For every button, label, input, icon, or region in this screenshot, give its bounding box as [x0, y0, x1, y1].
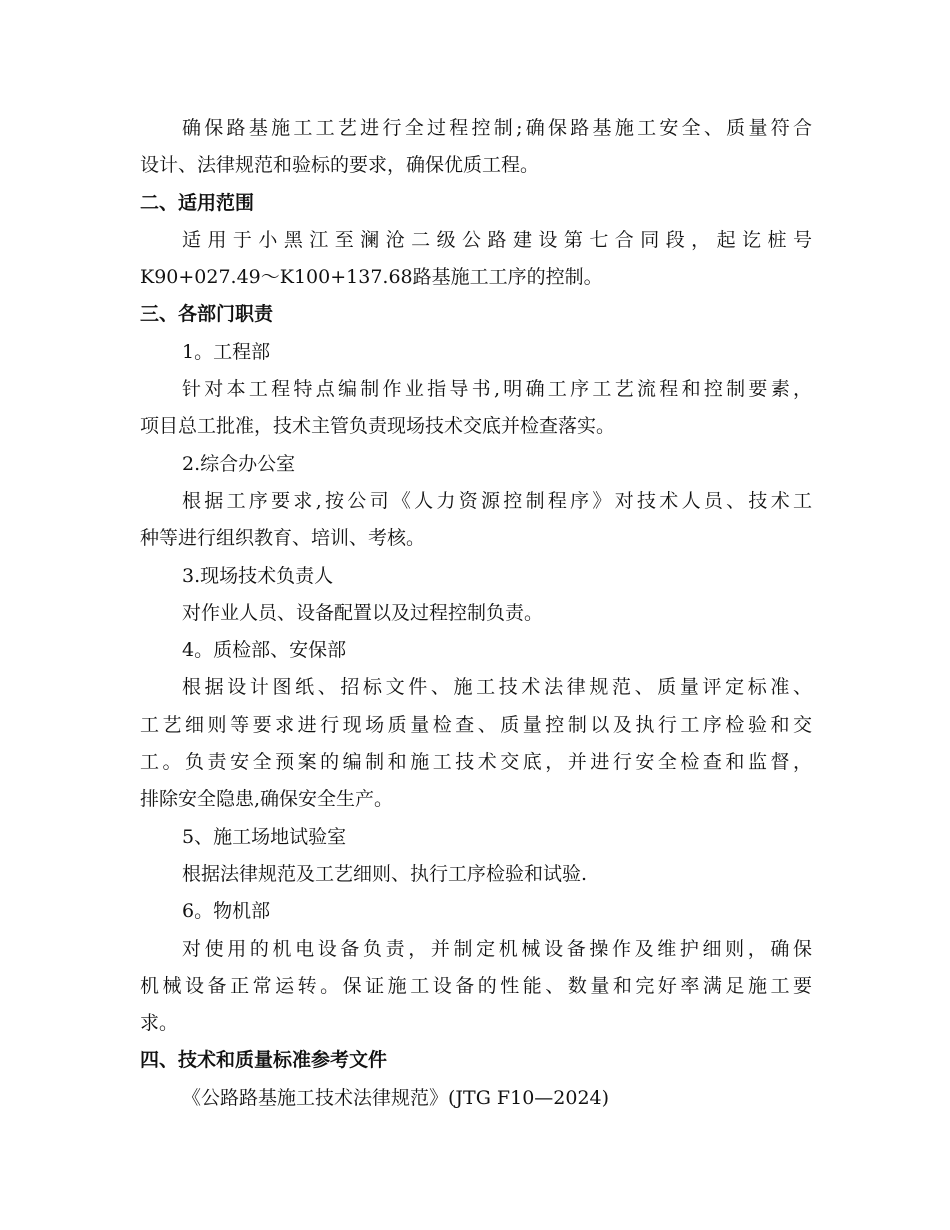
item-title: 6。物机部	[182, 900, 271, 923]
item-title: 5、施工场地试验室	[182, 825, 347, 848]
paragraph-line: 根据法律规范及工艺细则、执行工序检验和试验.	[182, 862, 588, 885]
paragraph-line: 确保路基施工工艺进行全过程控制;确保路基施工安全、质量符合	[182, 117, 812, 139]
item-title: 2.综合办公室	[182, 452, 296, 475]
paragraph-line: 针对本工程特点编制作业指导书,明确工序工艺流程和控制要素，	[182, 378, 812, 401]
paragraph-line: K90+027.49～K100+137.68路基施工工序的控制。	[140, 266, 603, 289]
paragraph-line: 种等进行组织教育、培训、考核。	[140, 527, 426, 550]
paragraph-line: 机械设备正常运转。保证施工设备的性能、数量和完好率满足施工要	[140, 974, 812, 997]
reference-line: 《公路路基施工技术法律规范》(JTG F10—2024)	[182, 1086, 610, 1109]
section-heading-responsibilities: 三、各部门职责	[140, 303, 274, 326]
paragraph-line: 求。	[140, 1012, 179, 1035]
paragraph-line: 对作业人员、设备配置以及过程控制负责。	[182, 601, 544, 624]
paragraph-line: 根据设计图纸、招标文件、施工技术法律规范、质量评定标准、	[182, 676, 812, 699]
item-title: 4。质检部、安保部	[182, 639, 347, 662]
section-heading-scope: 二、适用范围	[140, 191, 255, 214]
document-page	[140, 110, 812, 1117]
section-heading-references: 四、技术和质量标准参考文件	[140, 1049, 388, 1072]
paragraph-line: 对使用的机电设备负责，并制定机械设备操作及维护细则，确保	[182, 937, 812, 960]
paragraph-line: 根据工序要求,按公司《人力资源控制程序》对技术人员、技术工	[182, 489, 812, 512]
paragraph-line: 设计、法律规范和验标的要求，确保优质工程。	[140, 154, 540, 177]
paragraph-line: 工艺细则等要求进行现场质量检查、质量控制以及执行工序检验和交	[140, 713, 812, 736]
item-title: 1。工程部	[182, 340, 271, 363]
paragraph-line: 项目总工批准，技术主管负责现场技术交底并检查落实。	[140, 415, 616, 438]
paragraph-line: 排除安全隐患,确保安全生产。	[140, 788, 394, 811]
item-title: 3.现场技术负责人	[182, 564, 334, 587]
paragraph-line: 适用于小黑江至澜沧二级公路建设第七合同段，起讫桩号	[182, 228, 812, 251]
paragraph-line: 工。负责安全预案的编制和施工技术交底，并进行安全检查和监督，	[140, 751, 812, 774]
